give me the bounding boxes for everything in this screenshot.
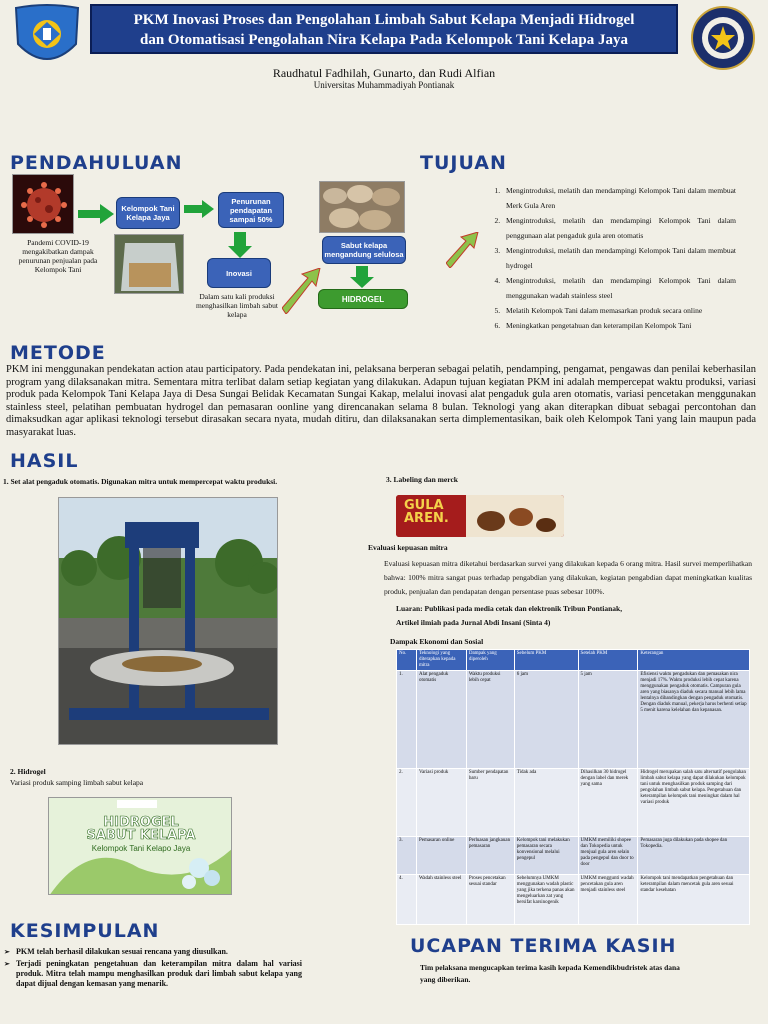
table-cell: Dihasilkan 30 hidrogel dengan label dan merek yang sama: [578, 769, 638, 837]
table-header-cell: Setelah PKM: [578, 650, 638, 671]
table-row: [397, 837, 750, 875]
tujuan-item: 2. Mengintroduksi, melatih dan mendampingi Kelompok Tani dalam penggunaan alat pengaduk gula aren otomatis: [502, 213, 736, 243]
table-cell: Kelompok tani melakukan pemasaran secara konvensional melalui pengepul: [514, 837, 578, 875]
hidrogel-label-line-2: SABUT KELAPA: [86, 828, 196, 843]
hasil-item-1: 1. Set alat pengaduk otomatis. Digunakan mitra untuk mempercepat waktu produksi.: [3, 477, 278, 486]
arrow-diagonal-icon: [282, 268, 322, 314]
table-cell: Perluasan jangkauan pemasaran: [466, 837, 514, 875]
table-cell: UMKM memiliki shopee dan Tokopedia untuk menjual gula aren selain pada pengepul dan door to door: [578, 837, 638, 875]
impact-table-wrapper: [396, 649, 750, 925]
dampak-title: Dampak Ekonomi dan Sosial: [390, 637, 484, 646]
covid-image: [12, 174, 74, 234]
table-row: [397, 769, 750, 837]
affiliation: Universitas Muhammadiyah Pontianak: [313, 80, 455, 90]
box-hidrogel: HIDROGEL: [318, 289, 408, 309]
table-cell: 1.: [397, 671, 417, 769]
coconut-husk-image: [319, 181, 405, 233]
hasil-item-2-desc: Variasi produk samping limbah sabut kelapa: [10, 778, 144, 787]
table-cell: Wadah stainless steel: [416, 875, 466, 925]
hasil-item-3: 3. Labeling dan merck: [386, 475, 458, 484]
arrow-right-icon: [78, 204, 114, 224]
table-row: [397, 671, 750, 769]
table-cell: 2.: [397, 769, 417, 837]
table-cell: Tidak ada: [514, 769, 578, 837]
tujuan-list: [488, 183, 736, 333]
box-sabut-kelapa: Sabut kelapa mengandung selulosa: [322, 236, 406, 264]
kesimpulan-item: ➢ Terjadi peningkatan pengetahuan dan keterampilan mitra dalam hal variasi produk. Mitra telah mampu menghasilkan produk dari limbah sabut kelapa yang dapat dijual dengan kemasan yang menarik.: [4, 959, 302, 989]
gula-label-line-1: GULA: [404, 498, 444, 513]
table-cell: 3.: [397, 837, 417, 875]
gula-label-line-2: AREN.: [404, 511, 449, 526]
table-header-cell: Dampak yang diperoleh: [466, 650, 514, 671]
table-cell: Alat pengaduk otomatis: [416, 671, 466, 769]
table-cell: Variasi produk: [416, 769, 466, 837]
table-cell: Kelompok tani mendapatkan pengetahuan dan keterampilan dalam mencetak gula aren sesuai standar kesehatan: [638, 875, 750, 925]
muhammadiyah-logo: [686, 4, 760, 70]
table-cell: 5 jam: [578, 671, 638, 769]
table-cell: Efisiensi waktu pengadukan dan pemasakan nira menjadi 17%. Waktu produksi lebih cepat karena menggunakan pengaduk otomatis. Campuran gula aren yang biasanya diaduk secara manual lebih lama lentalnya dibandingkan dengan pengaduk otomatis. Dengan diaduk manual, pekerja harus berhenti setiap 5 menit karena kelelahan dan kepanasan.: [638, 671, 750, 769]
poster-title: [90, 4, 678, 54]
hasil-title: HASIL: [10, 450, 79, 472]
title-line-2: dan Otomatisasi Pengolahan Nira Kelapa Pada Kelompok Tani Kelapa Jaya: [140, 32, 628, 48]
table-cell: 6 jam: [514, 671, 578, 769]
arrow-right-icon: [184, 200, 214, 218]
gula-aren-banner: [396, 495, 564, 537]
hasil-item-2-title: 2. Hidrogel: [10, 767, 46, 776]
table-cell: Sebelumnya UMKM menggunakan wadah plastic yang jika terkena panas akan mengeluarkan zat yang bersifat karsinogenik: [514, 875, 578, 925]
kesimpulan-title: KESIMPULAN: [10, 920, 160, 942]
hidrogel-label-image: [48, 797, 232, 895]
kesimpulan-item: ➢ PKM telah berhasil dilakukan sesuai rencana yang diusulkan.: [4, 947, 302, 957]
tujuan-item: 1. Mengintroduksi, melatih dan mendampingi Kelompok Tani dalam membuat Merk Gula Aren: [502, 183, 736, 213]
metode-text: PKM ini menggunakan pendekatan action atau participatory. Pada pendekatan ini, pelaksana berperan sebagai pelatih, pendamping, pengamat, pengawas dan penilai keberhasilan program yang dilaksanakan mitra. Sementara mitra terlibat dalam setiap kegiatan yang dilakukan. Adapun tujuan kegiatan PKM ini adalah mempercepat waktu produksi, variasi produk pada Kelompok Tani Kelapa Jaya di Desa Sungai Belidak Kecamatan Sungai Kakap, melalui inovasi alat pengaduk gula aren otomatis, variasi pencetakan menggunakan stainless steel, pelatihan pembuatan hydrogel dan pemasaran oonline yang direncanakan selama 8 bulan. Teknologi yang akan diterapkan dibuat sebagai percontohan dan dimaksudkan agar aplikasi teknologi tersebut dirasakan secara nyata, mudah ditiru, dan dilaksanakan serta dimplementasikan, baik oleh Kelompok Tani yang lain maupun pada masyarakat luas.: [6, 364, 756, 438]
table-header-cell: No.: [397, 650, 417, 671]
tut-wuri-logo: [10, 4, 84, 70]
authors: Raudhatul Fadhilah, Gunarto, dan Rudi Alfian: [272, 66, 496, 80]
tujuan-item: 4. Mengintroduksi, melatih dan mendampingi Kelompok Tani dalam menggunakan wadah stainless steel: [502, 273, 736, 303]
stirrer-machine-image: [58, 497, 278, 745]
table-cell: Pemasaran online: [416, 837, 466, 875]
table-cell: Pemasaran juga dilakukan pada shopee dan Tokopedia.: [638, 837, 750, 875]
arrow-down-icon: [350, 266, 374, 288]
ucapan-title: UCAPAN TERIMA KASIH: [410, 935, 677, 957]
table-header-cell: Keterangan: [638, 650, 750, 671]
title-line-1: PKM Inovasi Proses dan Pengolahan Limbah Sabut Kelapa Menjadi Hidrogel: [133, 12, 635, 28]
arrow-diagonal-icon: [446, 232, 480, 268]
luaran-line-2: Artikel ilmiah pada Jurnal Abdi Insani (Sinta 4): [396, 618, 551, 627]
produksi-caption: Dalam satu kali produksi menghasilkan limbah sabut kelapa: [195, 292, 279, 319]
table-header-cell: Sebelum PKM: [514, 650, 578, 671]
table-cell: UMKM menggunti wadah pencetakan gula aren menjadi stainless steel: [578, 875, 638, 925]
luaran-line-1: Luaran: Publikasi pada media cetak dan elektronik Tribun Pontianak,: [396, 604, 623, 613]
ucapan-text: Tim pelaksana mengucapkan terima kasih kepada Kemendikbudristek atas dana yang diberikan.: [420, 963, 680, 984]
pendahuluan-title: PENDAHULUAN: [10, 152, 183, 174]
tujuan-item: 5. Melatih Kelompok Tani dalam memasarkan produk secara online: [502, 303, 736, 318]
box-penurunan-pendapatan: Penurunan pendapatan sampai 50%: [218, 192, 284, 228]
hidrogel-label-line-1: HIDROGEL: [103, 815, 179, 830]
table-cell: Proses pencetakan sesuai standar: [466, 875, 514, 925]
table-row: [397, 875, 750, 925]
sabut-bag-image: [114, 234, 184, 294]
tujuan-item: 6. Meningkatkan pengetahuan dan keterampilan Kelompok Tani: [502, 318, 736, 333]
arrow-down-icon: [228, 232, 252, 258]
table-cell: Waktu produksi lebih cepat: [466, 671, 514, 769]
box-kelompok-tani: Kelompok Tani Kelapa Jaya: [116, 197, 180, 229]
metode-title: METODE: [10, 342, 106, 364]
table-cell: Sumber pendapatan baru: [466, 769, 514, 837]
hidrogel-label-line-3: Kelompok Tani Kelapo Jaya: [91, 844, 191, 853]
evaluasi-text: Evaluasi kepuasan mitra diketahui berdasarkan survei yang dilakukan kepada 6 orang mitra. Hasil survei memperlihatkan bahwa: 100% mitra sangat puas terhadap pengabdian yang dilakukan, kegiatan pengabdian dapat meningkatkan kualitas produk, penjualan dan pendapatan dengan persentase puas sebesar 100%.: [384, 559, 752, 596]
table-cell: 4.: [397, 875, 417, 925]
table-header-cell: Teknologi yang diterapkan kepada mitra: [416, 650, 466, 671]
table-cell: Hidrogel merupakan salah satu alternatif pengolahan limbah sabut kelapa yang dapat dilakukan kelompok tani untuk menghasilkan produk samping dari pengolahan limbah sabut kelapa. Pengetahuan dan keterampilan kelompok tani meningkat dalam hal variasi produk: [638, 769, 750, 837]
covid-caption: Pandemi COVID-19 mengakibatkan dampak penurunan penjualan pada Kelompok Tani: [18, 238, 98, 274]
tujuan-item: 3. Mengintroduksi, melatih dan mendampingi Kelompok Tani dalam membuat hydrogel: [502, 243, 736, 273]
table-header-row: [397, 650, 750, 671]
box-inovasi: Inovasi: [207, 258, 271, 288]
evaluasi-title: Evaluasi kepuasan mitra: [368, 543, 448, 552]
impact-table: [396, 649, 750, 925]
kesimpulan-list: [4, 947, 302, 991]
tujuan-title: TUJUAN: [420, 152, 507, 174]
